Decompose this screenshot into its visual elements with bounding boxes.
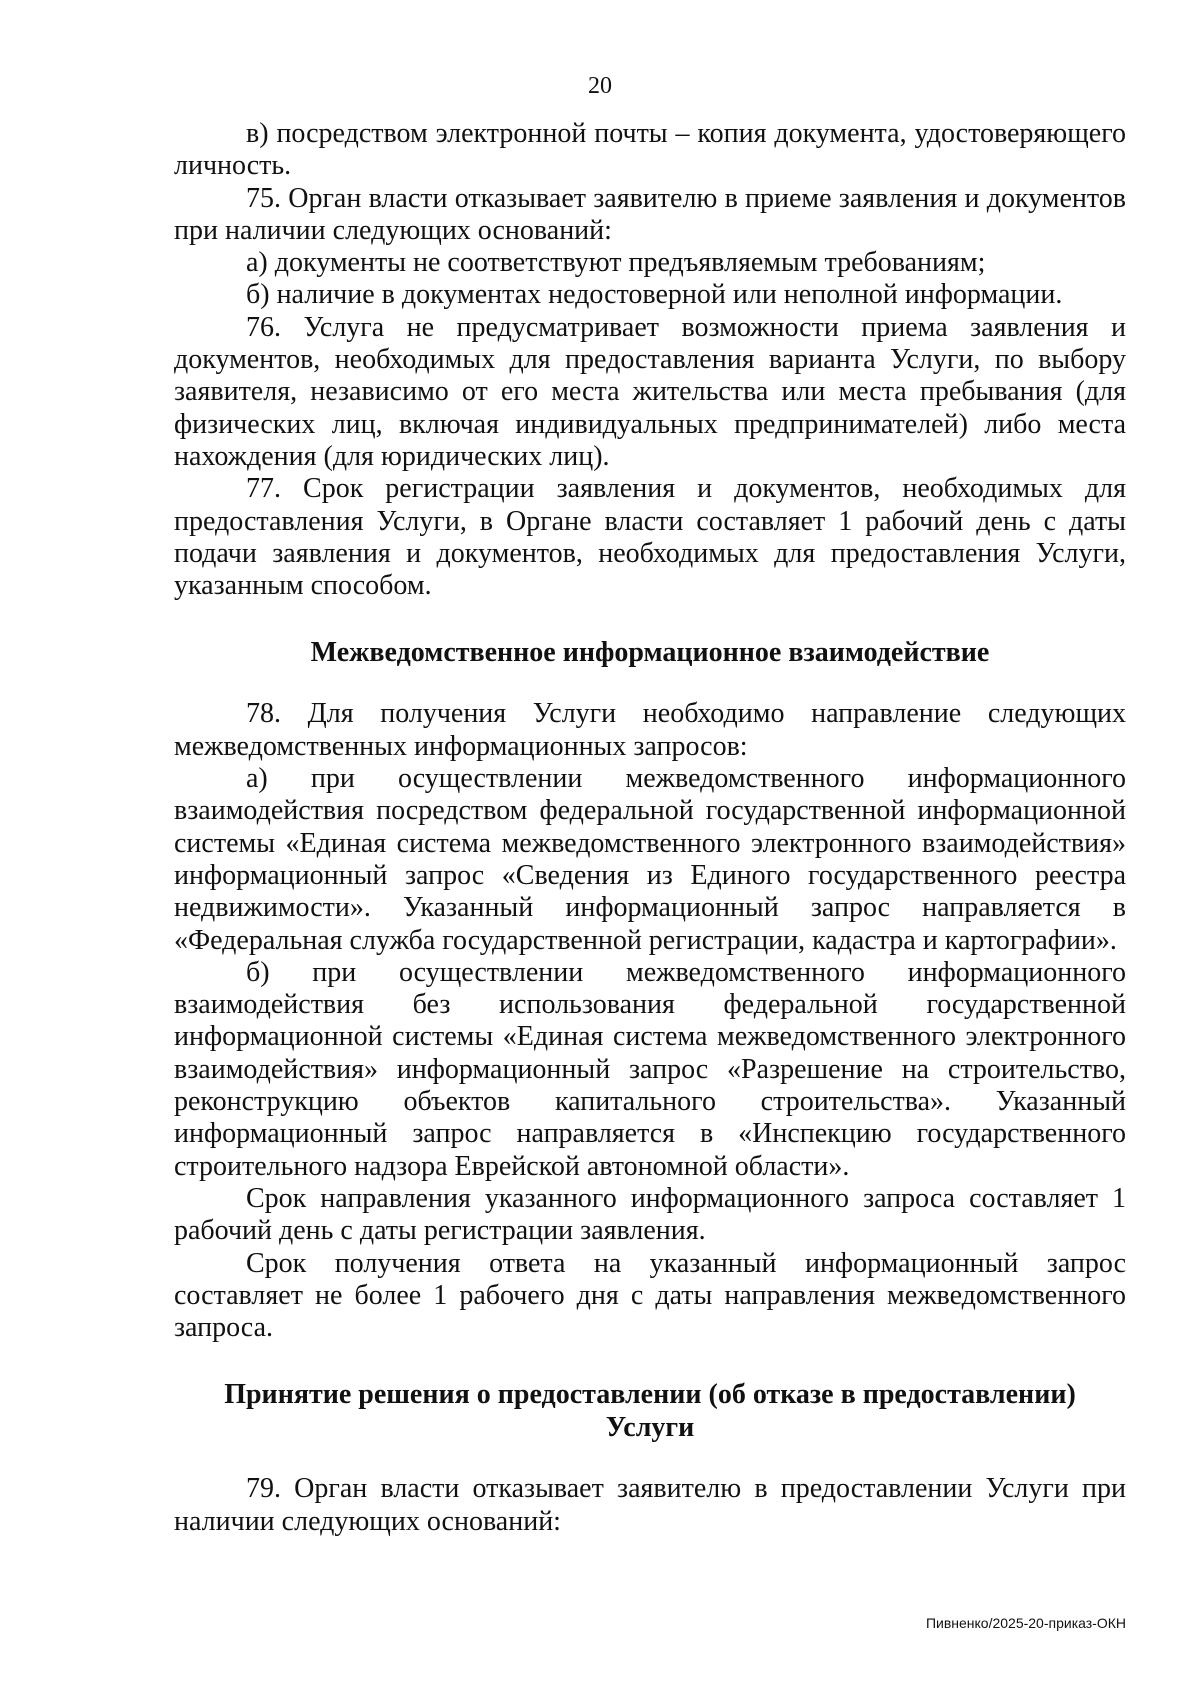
section-heading-decision-line1: Принятие решения о предоставлении (об отказе в предоставлении): [224, 1379, 1076, 1411]
paragraph-request-send-term: Срок направления указанного информационного запроса составляет 1 рабочий день с даты регистрации заявления.: [174, 1182, 1126, 1247]
paragraph-75-item-a: а) документы не соответствуют предъявляемым требованиям;: [246, 247, 986, 279]
paragraph-75-item-b: б) наличие в документах недостоверной или неполной информации.: [246, 279, 1063, 311]
section-heading-decision-line2: Услуги: [605, 1412, 695, 1444]
section-interagency-body: [174, 698, 1126, 1344]
document-footer-code: Пивненко/2025-20-приказ-ОКН: [925, 1615, 1126, 1631]
section-heading-decision: [174, 1378, 1126, 1444]
paragraph-76: 76. Услуга не предусматривает возможности приема заявления и документов, необходимых для предоставления варианта Услуги, по выбору заявителя, независимо от его места жительства или места пребывания (для физических лиц, включая индивидуальных предпринимателей) либо места нахождения (для юридических лиц).: [174, 311, 1126, 472]
paragraph-item-v-email: в) посредством электронной почты – копия документа, удостоверяющего личность.: [174, 118, 1126, 182]
paragraph-79: 79. Орган власти отказывает заявителю в предоставлении Услуги при наличии следующих оснований:: [174, 1473, 1126, 1537]
paragraph-response-term: Срок получения ответа на указанный информационный запрос составляет не более 1 рабочего дня с даты направления межведомственного запроса.: [174, 1247, 1126, 1344]
section-decision-body: [174, 1473, 1126, 1538]
document-body: [174, 118, 1126, 1538]
section-heading-interagency: Межведомственное информационное взаимодействие: [310, 637, 990, 669]
paragraph-78-item-b: б) при осуществлении межведомственного информационного взаимодействия без использования федеральной государственной информационной системы «Единая система межведомственного электронного взаимодействия» информационный запрос «Разрешение на строительство, реконструкцию объектов капитального строительства». Указанный информационный запрос направляется в «Инспекцию государственного строительного надзора Еврейской автономной области».: [174, 956, 1126, 1182]
paragraph-77: 77. Срок регистрации заявления и документов, необходимых для предоставления Услуги, в Органе власти составляет 1 рабочий день с даты подачи заявления и документов, необходимых для предоставления Услуги, указанным способом.: [174, 473, 1126, 602]
paragraph-78: 78. Для получения Услуги необходимо направление следующих межведомственных информационных запросов:: [174, 698, 1126, 762]
paragraph-75: 75. Орган власти отказывает заявителю в приеме заявления и документов при наличии следующих оснований:: [174, 182, 1126, 246]
paragraph-78-item-a: а) при осуществлении межведомственного информационного взаимодействия посредством федеральной государственной информационной системы «Единая система межведомственного электронного взаимодействия» информационный запрос «Сведения из Единого государственного реестра недвижимости». Указанный информационный запрос направляется в «Федеральная служба государственной регистрации, кадастра и картографии».: [174, 763, 1126, 956]
page-number: 20: [588, 73, 612, 99]
